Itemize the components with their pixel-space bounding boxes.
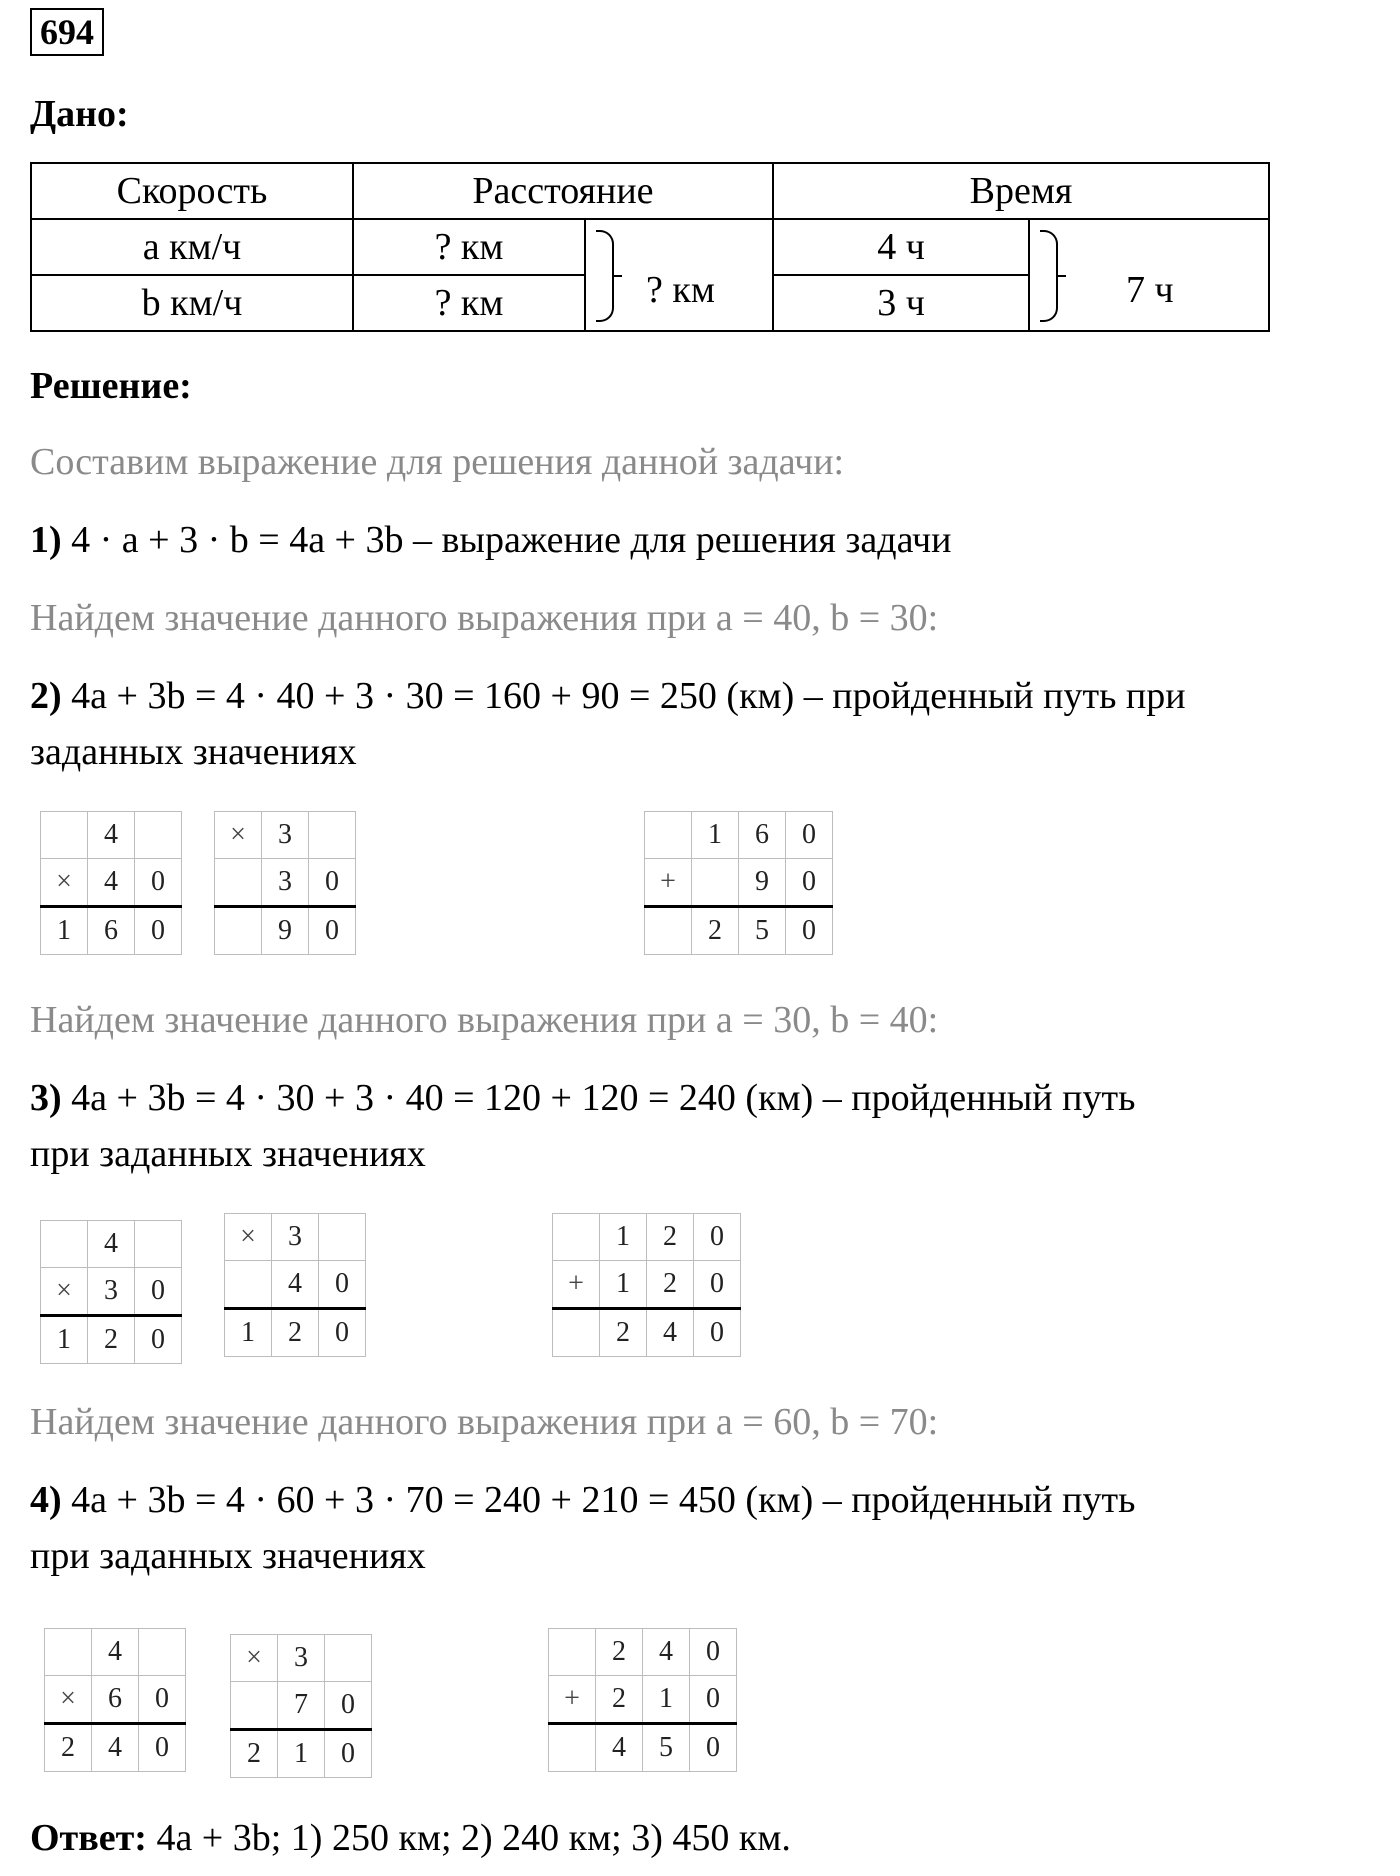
- total-distance: ? км: [646, 269, 715, 311]
- given-table: [30, 162, 1270, 332]
- digit-cell: 3: [278, 1635, 325, 1682]
- total-distance-cell: [585, 219, 773, 331]
- digit-cell: 0: [690, 1676, 737, 1724]
- digit-cell: 0: [319, 1261, 366, 1309]
- digit-cell: 0: [694, 1214, 741, 1261]
- digit-cell: 2: [647, 1261, 694, 1309]
- digit-cell: [225, 1261, 272, 1309]
- digit-cell: 7: [278, 1682, 325, 1730]
- digit-cell: 3: [262, 859, 309, 907]
- digit-cell: 2: [647, 1214, 694, 1261]
- digit-cell: 9: [739, 859, 786, 907]
- calc-row: [215, 812, 356, 859]
- digit-cell: [549, 1724, 596, 1772]
- digit-cell: 2: [596, 1676, 643, 1724]
- total-time-cell: [1029, 219, 1269, 331]
- digit-cell: 4: [92, 1629, 139, 1676]
- step-3-number: 3): [30, 1077, 62, 1119]
- digit-cell: 0: [690, 1724, 737, 1772]
- brace-time: [1040, 230, 1058, 322]
- step-2-continued: заданных значениях: [30, 731, 357, 773]
- digit-cell: 2: [45, 1724, 92, 1772]
- digit-cell: 4: [88, 812, 135, 859]
- digit-cell: [319, 1214, 366, 1261]
- digit-cell: 6: [88, 907, 135, 955]
- digit-cell: 2: [88, 1316, 135, 1364]
- step-1: [30, 518, 951, 562]
- digit-cell: 0: [309, 907, 356, 955]
- calc-4a: [44, 1628, 186, 1772]
- calc-row: [553, 1309, 741, 1357]
- step-4-number: 4): [30, 1479, 62, 1521]
- digit-cell: 0: [139, 1676, 186, 1724]
- digit-cell: 4: [88, 859, 135, 907]
- calc-row: [41, 812, 182, 859]
- calc-row: [553, 1214, 741, 1261]
- digit-cell: [645, 812, 692, 859]
- digit-cell: [325, 1635, 372, 1682]
- digit-cell: [231, 1682, 278, 1730]
- calc-row: [41, 1221, 182, 1268]
- calc-row: [231, 1730, 372, 1778]
- calc-4b: [230, 1634, 372, 1778]
- digit-cell: 0: [786, 859, 833, 907]
- operator-sign: +: [553, 1261, 600, 1309]
- digit-cell: 0: [786, 812, 833, 859]
- answer-label: Ответ:: [30, 1817, 147, 1859]
- problem-number: 694: [30, 8, 104, 56]
- digit-cell: [41, 1221, 88, 1268]
- calc-row: [225, 1309, 366, 1357]
- calc-2b: [214, 811, 356, 955]
- operator-sign: +: [549, 1676, 596, 1724]
- digit-cell: 3: [88, 1268, 135, 1316]
- operator-sign: +: [645, 859, 692, 907]
- digit-cell: 1: [643, 1676, 690, 1724]
- calc-row: [231, 1635, 372, 1682]
- digit-cell: 1: [600, 1214, 647, 1261]
- calc-4c: [548, 1628, 737, 1772]
- operator-sign: ×: [225, 1214, 272, 1261]
- digit-cell: 1: [225, 1309, 272, 1357]
- calc-row: [45, 1629, 186, 1676]
- step-3-continued: при заданных значениях: [30, 1133, 426, 1175]
- row2-distance: ? км: [353, 275, 585, 331]
- header-distance: Расстояние: [353, 163, 773, 219]
- digit-cell: 0: [135, 1268, 182, 1316]
- digit-cell: 9: [262, 907, 309, 955]
- operator-sign: ×: [41, 859, 88, 907]
- calc-row: [45, 1676, 186, 1724]
- intro-text: Составим выражение для решения данной задачи:: [30, 441, 845, 483]
- digit-cell: 0: [135, 1316, 182, 1364]
- step-3-text: 4a + 3b = 4 · 30 + 3 · 40 = 120 + 120 = 240 (км) – пройденный путь: [61, 1077, 1136, 1119]
- digit-cell: 1: [600, 1261, 647, 1309]
- digit-cell: 0: [309, 859, 356, 907]
- header-speed: Скорость: [31, 163, 353, 219]
- digit-cell: 2: [272, 1309, 319, 1357]
- digit-cell: [645, 907, 692, 955]
- digit-cell: [41, 812, 88, 859]
- calc-row: [41, 1268, 182, 1316]
- row1-speed: a км/ч: [31, 219, 353, 275]
- digit-cell: 2: [600, 1309, 647, 1357]
- digit-cell: 1: [41, 1316, 88, 1364]
- digit-cell: 0: [694, 1261, 741, 1309]
- calc-row: [553, 1261, 741, 1309]
- operator-sign: ×: [215, 812, 262, 859]
- digit-cell: 1: [692, 812, 739, 859]
- step-1-number: 1): [30, 519, 62, 561]
- calc-row: [215, 859, 356, 907]
- given-heading: Дано:: [30, 93, 129, 135]
- digit-cell: 4: [643, 1629, 690, 1676]
- header-time: Время: [773, 163, 1269, 219]
- row2-time: 3 ч: [773, 275, 1029, 331]
- hint-3: Найдем значение данного выражения при a = 30, b = 40:: [30, 999, 939, 1041]
- row2-speed: b км/ч: [31, 275, 353, 331]
- digit-cell: 0: [139, 1724, 186, 1772]
- answer: [30, 1816, 791, 1860]
- step-2-text: 4a + 3b = 4 · 40 + 3 · 30 = 160 + 90 = 250 (км) – пройденный путь при: [61, 675, 1186, 717]
- digit-cell: [215, 907, 262, 955]
- digit-cell: [309, 812, 356, 859]
- calc-row: [41, 1316, 182, 1364]
- step-3: [30, 1076, 1135, 1120]
- digit-cell: 0: [325, 1730, 372, 1778]
- digit-cell: 5: [643, 1724, 690, 1772]
- digit-cell: 0: [786, 907, 833, 955]
- digit-cell: [215, 859, 262, 907]
- digit-cell: 3: [272, 1214, 319, 1261]
- digit-cell: 4: [88, 1221, 135, 1268]
- digit-cell: 3: [262, 812, 309, 859]
- digit-cell: 0: [319, 1309, 366, 1357]
- total-time: 7 ч: [1126, 269, 1174, 311]
- calc-2a: [40, 811, 182, 955]
- digit-cell: [692, 859, 739, 907]
- hint-2: Найдем значение данного выражения при a = 40, b = 30:: [30, 597, 939, 639]
- digit-cell: 6: [739, 812, 786, 859]
- calc-row: [45, 1724, 186, 1772]
- digit-cell: [139, 1629, 186, 1676]
- calc-row: [645, 859, 833, 907]
- step-2-number: 2): [30, 675, 62, 717]
- digit-cell: 4: [596, 1724, 643, 1772]
- brace-distance: [596, 230, 614, 322]
- digit-cell: [135, 1221, 182, 1268]
- operator-sign: ×: [231, 1635, 278, 1682]
- calc-3c: [552, 1213, 741, 1357]
- digit-cell: [549, 1629, 596, 1676]
- step-4: [30, 1478, 1135, 1522]
- digit-cell: 1: [41, 907, 88, 955]
- calc-row: [645, 812, 833, 859]
- row1-distance: ? км: [353, 219, 585, 275]
- calc-row: [231, 1682, 372, 1730]
- digit-cell: 4: [272, 1261, 319, 1309]
- operator-sign: ×: [41, 1268, 88, 1316]
- digit-cell: [553, 1309, 600, 1357]
- operator-sign: ×: [45, 1676, 92, 1724]
- digit-cell: 4: [92, 1724, 139, 1772]
- step-1-text: 4 · a + 3 · b = 4a + 3b – выражение для решения задачи: [61, 519, 952, 561]
- calc-row: [41, 907, 182, 955]
- digit-cell: 4: [647, 1309, 694, 1357]
- calc-row: [225, 1261, 366, 1309]
- digit-cell: 2: [231, 1730, 278, 1778]
- hint-4: Найдем значение данного выражения при a = 60, b = 70:: [30, 1401, 939, 1443]
- digit-cell: 2: [692, 907, 739, 955]
- calc-3a: [40, 1220, 182, 1364]
- calc-row: [549, 1676, 737, 1724]
- digit-cell: 6: [92, 1676, 139, 1724]
- digit-cell: [135, 812, 182, 859]
- digit-cell: 1: [278, 1730, 325, 1778]
- digit-cell: 2: [596, 1629, 643, 1676]
- digit-cell: 5: [739, 907, 786, 955]
- calc-3b: [224, 1213, 366, 1357]
- step-2: [30, 674, 1186, 718]
- answer-text: 4a + 3b; 1) 250 км; 2) 240 км; 3) 450 км.: [146, 1817, 791, 1859]
- step-4-continued: при заданных значениях: [30, 1535, 426, 1577]
- row1-time: 4 ч: [773, 219, 1029, 275]
- digit-cell: 0: [325, 1682, 372, 1730]
- digit-cell: 0: [694, 1309, 741, 1357]
- calc-row: [41, 859, 182, 907]
- calc-row: [645, 907, 833, 955]
- step-4-text: 4a + 3b = 4 · 60 + 3 · 70 = 240 + 210 = 450 (км) – пройденный путь: [61, 1479, 1136, 1521]
- calc-2c: [644, 811, 833, 955]
- calc-row: [215, 907, 356, 955]
- digit-cell: 0: [135, 859, 182, 907]
- digit-cell: [45, 1629, 92, 1676]
- calc-row: [225, 1214, 366, 1261]
- digit-cell: 0: [690, 1629, 737, 1676]
- calc-row: [549, 1629, 737, 1676]
- calc-row: [549, 1724, 737, 1772]
- digit-cell: 0: [135, 907, 182, 955]
- digit-cell: [553, 1214, 600, 1261]
- solution-heading: Решение:: [30, 365, 192, 407]
